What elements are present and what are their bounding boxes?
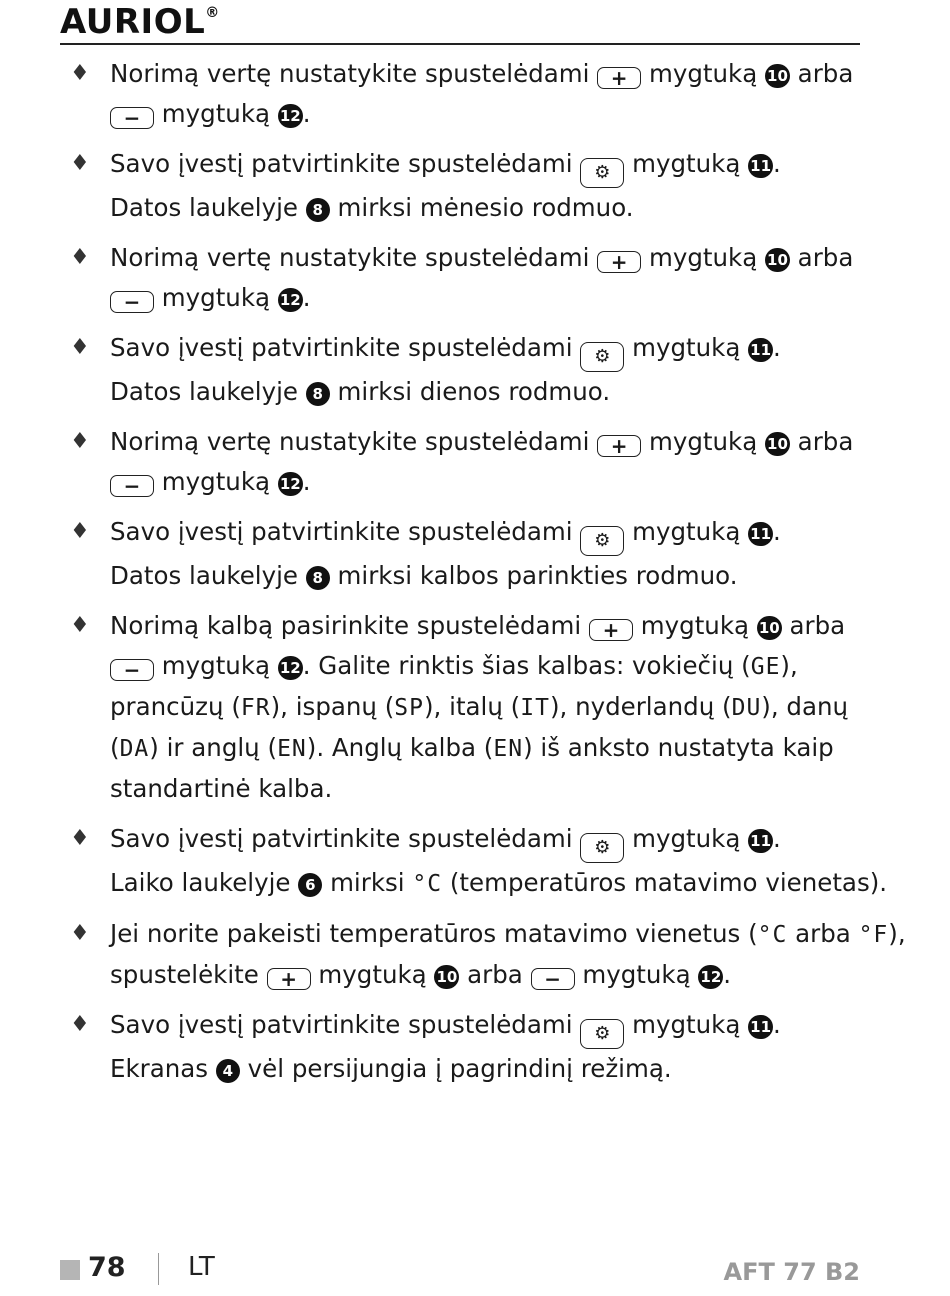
text-segment: .	[773, 333, 781, 362]
text-segment: .	[302, 467, 311, 496]
text-segment: . Galite rinktis šias kalbas: vokiečių (	[302, 651, 751, 680]
plus-button-icon: +	[597, 251, 641, 273]
text-segment: ),	[888, 919, 906, 948]
diamond-bullet-icon: ♦	[70, 921, 90, 946]
text-segment: Datos laukelyje	[110, 377, 306, 406]
text-line	[110, 1005, 860, 1049]
diamond-bullet-icon: ♦	[70, 151, 90, 176]
text-segment: vėl persijungia į pagrindinį režimą.	[239, 1054, 672, 1083]
text-segment: ) ir anglų (	[149, 733, 278, 762]
reference-number: 10	[434, 965, 459, 989]
brand-logo: AURIOL®	[60, 2, 220, 42]
text-segment: mygtuką	[624, 1010, 749, 1039]
text-segment: ), nyderlandų (	[549, 692, 732, 721]
text-line	[110, 238, 860, 278]
reference-number: 6	[298, 873, 322, 897]
text-segment: .	[723, 960, 732, 989]
text-line	[110, 328, 860, 372]
lcd-symbol: EN	[277, 736, 307, 762]
diamond-bullet-icon: ♦	[70, 335, 90, 360]
text-segment: mygtuką	[633, 611, 757, 640]
reference-number: 11	[748, 522, 773, 546]
text-segment: .	[773, 1010, 781, 1039]
text-segment: ), ispanų (	[270, 692, 395, 721]
list-item	[70, 422, 860, 502]
text-segment: (temperatūros matavimo vienetas).	[442, 868, 888, 897]
text-line	[110, 1049, 860, 1089]
list-item	[70, 819, 888, 904]
text-segment: mygtuką	[624, 149, 749, 178]
reference-number: 10	[757, 616, 782, 640]
reference-number: 10	[765, 432, 790, 456]
lcd-symbol: FR	[240, 695, 271, 721]
list-item	[70, 328, 860, 412]
text-segment: Norimą vertę nustatykite spustelėdami	[110, 59, 598, 88]
text-line	[110, 955, 860, 995]
list-item	[70, 914, 906, 995]
lcd-symbol: IT	[520, 695, 550, 721]
text-segment: Savo įvestį patvirtinkite spustelėdami	[110, 1010, 581, 1039]
text-segment: arba	[789, 427, 854, 456]
plus-button-icon: +	[267, 968, 311, 990]
list-item	[70, 144, 860, 228]
text-segment: standartinė kalba.	[110, 774, 333, 803]
text-segment: spustelėkite	[110, 960, 267, 989]
plus-button-icon: +	[589, 619, 633, 641]
diamond-bullet-icon: ♦	[70, 245, 90, 270]
text-segment: Norimą vertę nustatykite spustelėdami	[110, 243, 598, 272]
language-code: LT	[188, 1252, 215, 1282]
reference-number: 11	[748, 154, 773, 178]
text-segment: mygtuką	[574, 960, 699, 989]
reference-number: 12	[278, 656, 303, 680]
text-segment: Laiko laukelyje	[110, 868, 299, 897]
set-button-icon: ⚙	[580, 1019, 624, 1049]
text-segment: mygtuką	[641, 59, 766, 88]
footer-separator	[158, 1253, 159, 1285]
text-segment: mirksi kalbos parinkties rodmuo.	[329, 561, 738, 590]
plus-button-icon: +	[597, 435, 641, 457]
text-segment: ). Anglų kalba (	[306, 733, 494, 762]
text-segment: .	[302, 99, 311, 128]
model-number: AFT 77 B2	[723, 1258, 860, 1286]
text-line	[110, 512, 860, 556]
text-segment: ), danų	[761, 692, 849, 721]
list-item	[70, 1005, 860, 1089]
text-segment: .	[773, 824, 781, 853]
reference-number: 4	[216, 1059, 240, 1083]
text-segment: .	[773, 149, 781, 178]
text-segment: arba	[789, 243, 854, 272]
text-line	[110, 728, 860, 769]
text-line	[110, 687, 860, 728]
reference-number: 11	[748, 338, 773, 362]
text-line	[110, 372, 860, 412]
reference-number: 8	[306, 198, 330, 222]
text-line	[110, 646, 860, 687]
text-segment: mirksi mėnesio rodmuo.	[329, 193, 634, 222]
text-line	[110, 94, 860, 134]
text-segment: mirksi	[322, 868, 413, 897]
minus-button-icon: −	[531, 968, 575, 990]
text-segment: mirksi dienos rodmuo.	[329, 377, 611, 406]
text-segment: ) iš anksto nustatyta kaip	[523, 733, 834, 762]
list-item	[70, 54, 860, 134]
reference-number: 10	[765, 248, 790, 272]
set-button-icon: ⚙	[580, 526, 624, 556]
text-segment: .	[302, 283, 311, 312]
diamond-bullet-icon: ♦	[70, 826, 90, 851]
text-segment: Savo įvestį patvirtinkite spustelėdami	[110, 333, 581, 362]
text-segment: .	[773, 517, 781, 546]
text-segment: arba	[459, 960, 531, 989]
lcd-symbol: DU	[731, 695, 762, 721]
reference-number: 8	[306, 566, 330, 590]
text-segment: mygtuką	[624, 824, 749, 853]
text-segment: mygtuką	[641, 427, 766, 456]
text-line	[110, 462, 860, 502]
text-line	[110, 144, 860, 188]
text-segment: Ekranas	[110, 1054, 216, 1083]
text-segment: Savo įvestį patvirtinkite spustelėdami	[110, 824, 581, 853]
text-line	[110, 819, 860, 863]
text-segment: Savo įvestį patvirtinkite spustelėdami	[110, 517, 581, 546]
lcd-symbol: GE	[750, 654, 781, 680]
instruction-list	[70, 54, 906, 1099]
text-segment: mygtuką	[624, 333, 749, 362]
set-button-icon: ⚙	[580, 158, 624, 188]
text-segment: Norimą vertę nustatykite spustelėdami	[110, 427, 598, 456]
diamond-bullet-icon: ♦	[70, 519, 90, 544]
text-segment: ), italų (	[424, 692, 521, 721]
text-segment: arba	[787, 919, 859, 948]
lcd-symbol: °C	[757, 922, 788, 948]
diamond-bullet-icon: ♦	[70, 1012, 90, 1037]
set-button-icon: ⚙	[580, 833, 624, 863]
text-segment: mygtuką	[154, 651, 278, 680]
minus-button-icon: −	[110, 475, 154, 497]
text-segment: prancūzų (	[110, 692, 241, 721]
text-segment: Datos laukelyje	[110, 193, 306, 222]
diamond-bullet-icon: ♦	[70, 429, 90, 454]
reference-number: 12	[278, 104, 303, 128]
text-segment: Savo įvestį patvirtinkite spustelėdami	[110, 149, 581, 178]
text-segment: Norimą kalbą pasirinkite spustelėdami	[110, 611, 589, 640]
reference-number: 12	[278, 288, 303, 312]
text-segment: mygtuką	[154, 467, 278, 496]
text-line	[110, 278, 860, 318]
text-line	[110, 914, 906, 955]
text-line	[110, 422, 860, 462]
text-segment: Datos laukelyje	[110, 561, 306, 590]
lcd-symbol: °F	[858, 922, 889, 948]
text-segment: mygtuką	[641, 243, 766, 272]
reference-number: 8	[306, 382, 330, 406]
lcd-symbol: °C	[412, 871, 443, 897]
text-line	[110, 556, 860, 596]
minus-button-icon: −	[110, 659, 154, 681]
minus-button-icon: −	[110, 291, 154, 313]
reference-number: 11	[748, 829, 773, 853]
lcd-symbol: DA	[119, 736, 150, 762]
text-segment: arba	[789, 59, 854, 88]
diamond-bullet-icon: ♦	[70, 613, 90, 638]
text-line	[110, 863, 888, 904]
lcd-symbol: EN	[493, 736, 524, 762]
text-segment: mygtuką	[624, 517, 749, 546]
page-marker	[60, 1260, 80, 1280]
reference-number: 11	[748, 1015, 773, 1039]
text-segment: ),	[780, 651, 798, 680]
text-segment: mygtuką	[154, 283, 278, 312]
page-number: 78	[88, 1252, 126, 1283]
reference-number: 10	[765, 64, 790, 88]
text-segment: mygtuką	[154, 99, 278, 128]
text-segment: (	[110, 733, 120, 762]
list-item	[70, 512, 860, 596]
list-item	[70, 606, 860, 809]
text-segment: arba	[781, 611, 846, 640]
text-segment: Jei norite pakeisti temperatūros matavimo vienetus (	[110, 919, 758, 948]
text-line	[110, 188, 860, 228]
text-segment: mygtuką	[310, 960, 435, 989]
minus-button-icon: −	[110, 107, 154, 129]
set-button-icon: ⚙	[580, 342, 624, 372]
reference-number: 12	[698, 965, 723, 989]
plus-button-icon: +	[597, 67, 641, 89]
list-item	[70, 238, 860, 318]
text-line	[110, 769, 860, 809]
text-line	[110, 606, 860, 646]
diamond-bullet-icon: ♦	[70, 61, 90, 86]
lcd-symbol: SP	[394, 695, 424, 721]
reference-number: 12	[278, 472, 303, 496]
text-line	[110, 54, 860, 94]
header-rule	[60, 43, 860, 45]
